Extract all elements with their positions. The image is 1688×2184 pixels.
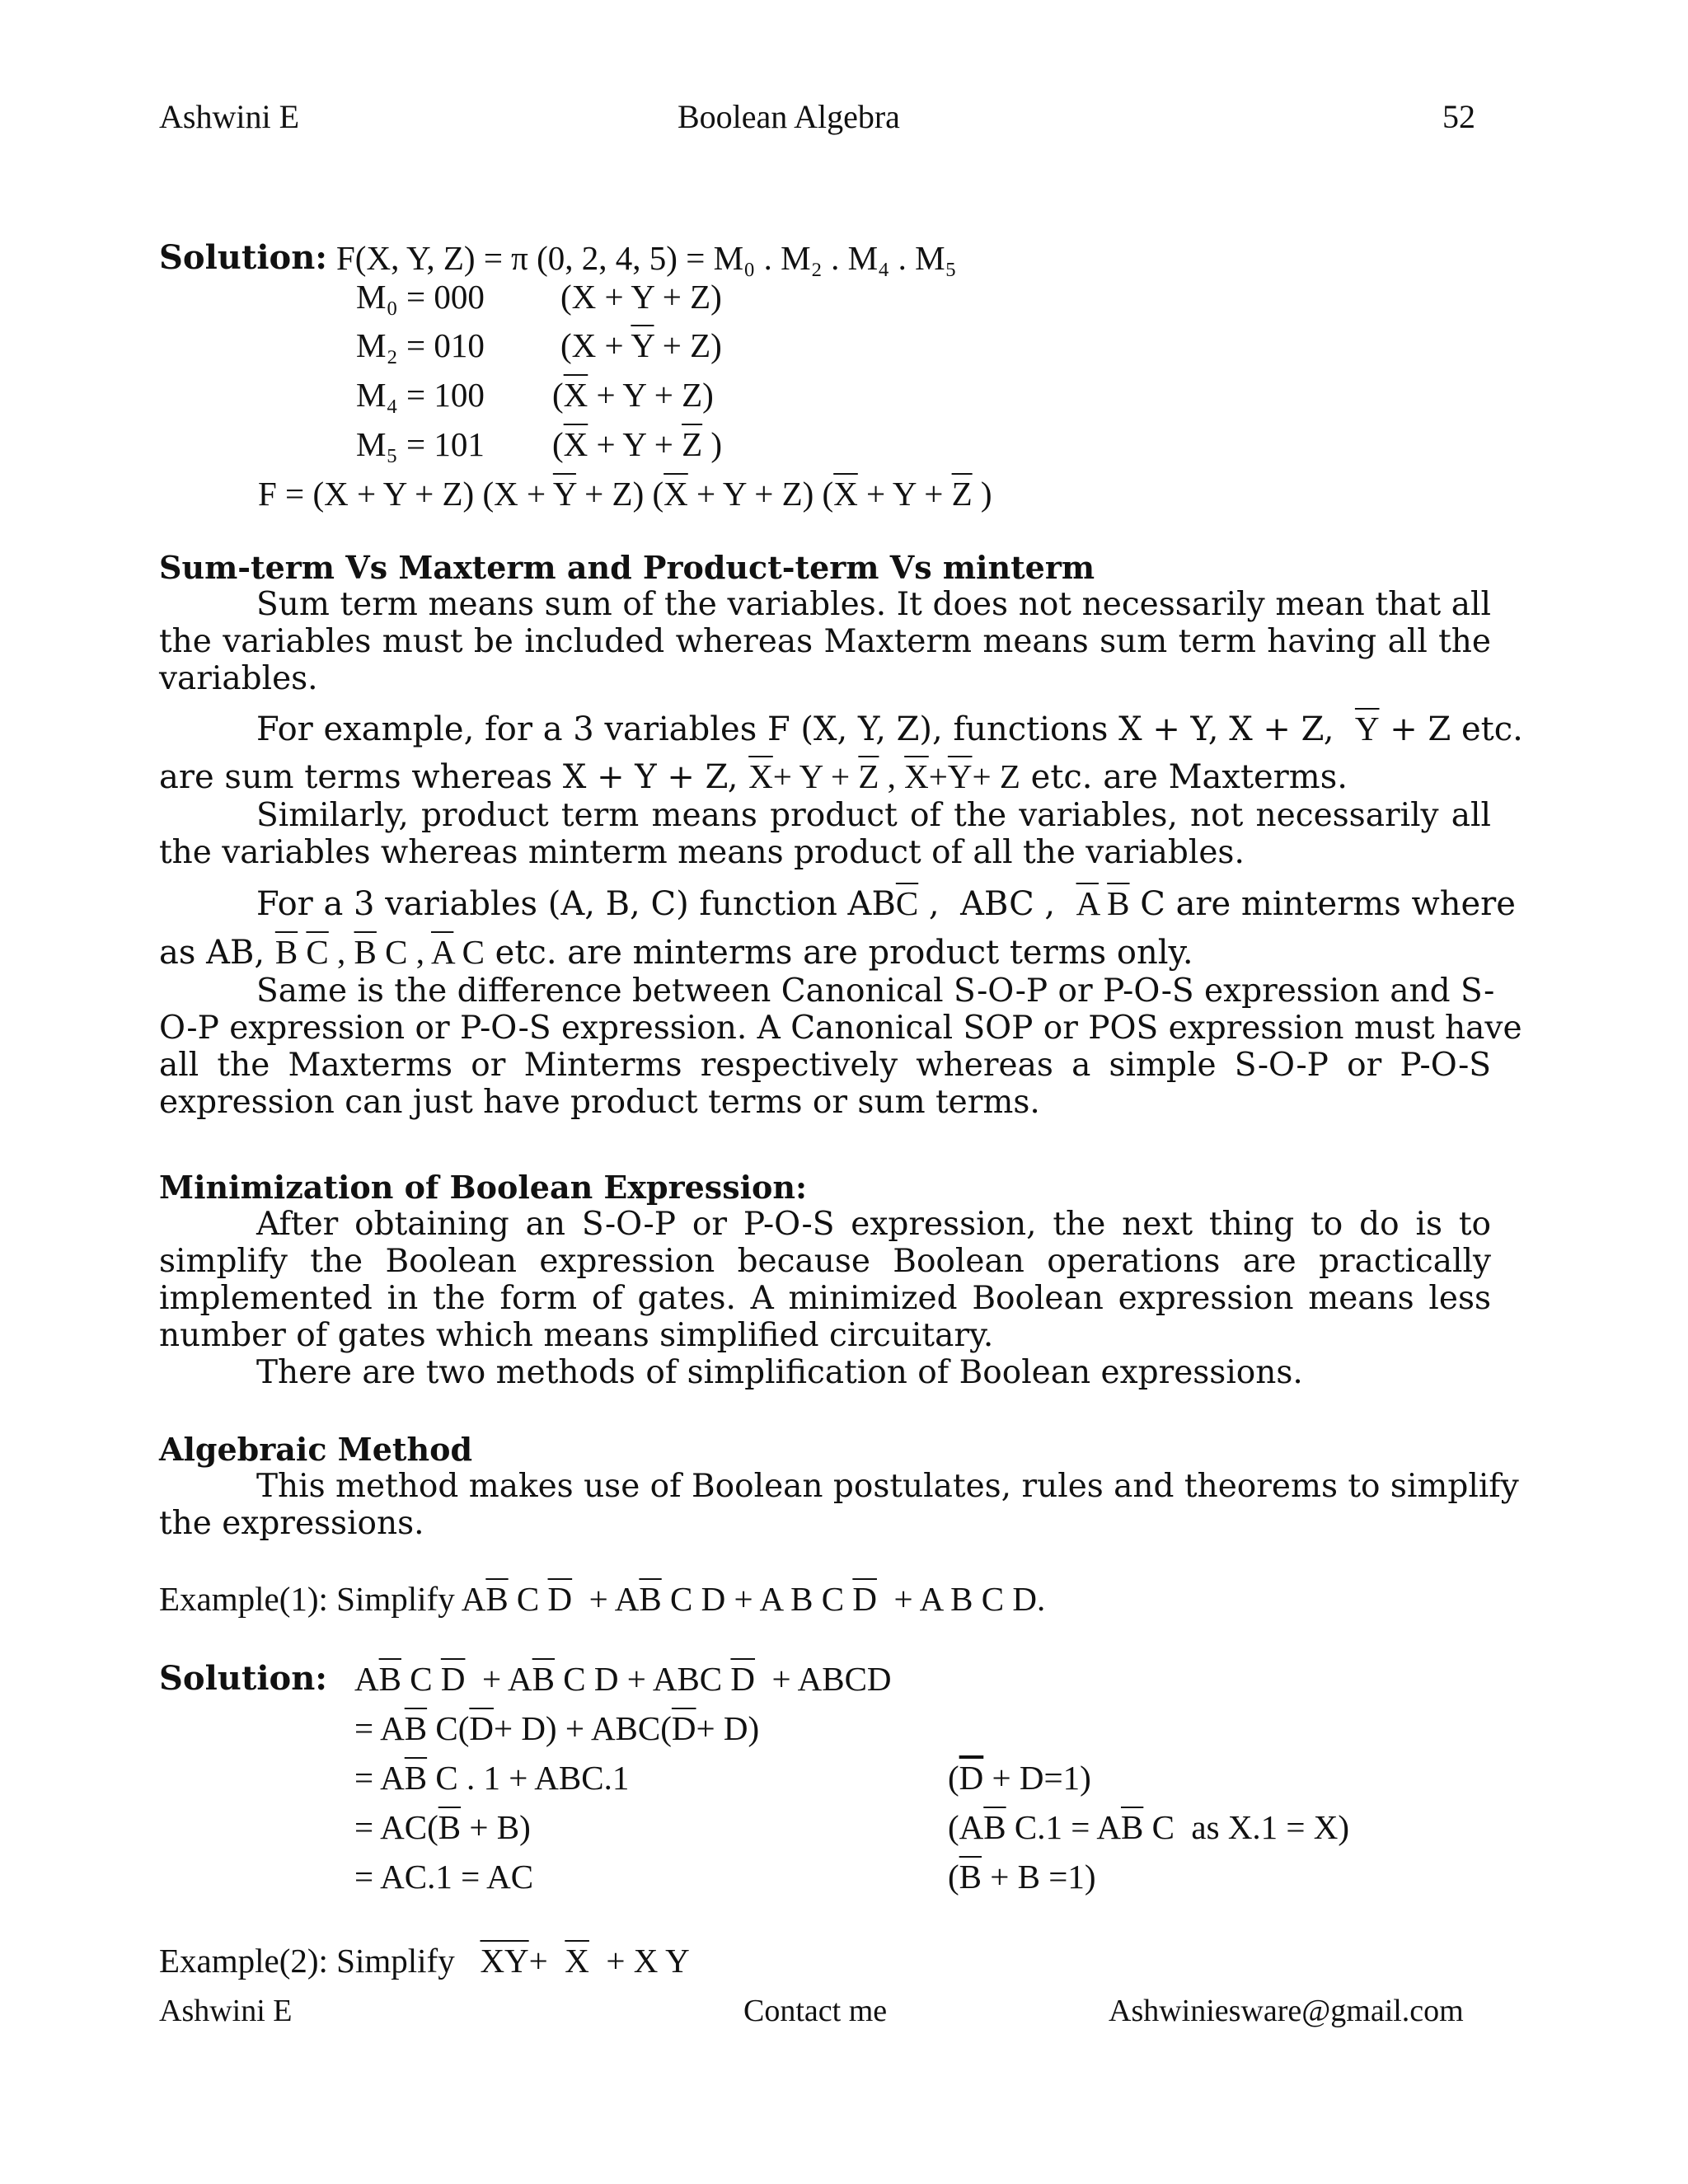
minimization-p1-line2: simplify the Boolean expression because Boolean operations are practically	[159, 1243, 1491, 1280]
example2-statement: Example(2): Simplify $\overline{XY}+ \overline{X} + X$ Y	[159, 1942, 690, 1980]
m0-term: (X + Y + Z)	[560, 278, 722, 316]
header-title: Boolean Algebra	[678, 98, 900, 135]
m2-term: $(X + \overline{Y} + Z)$	[560, 326, 722, 364]
final-prefix: F =	[258, 475, 313, 513]
p4-text-end: etc. are minterms are product terms only.	[495, 934, 1193, 972]
minimization-p1-line3: implemented in the form of gates. A minimized Boolean expression means less	[159, 1280, 1491, 1317]
var-x: X	[571, 278, 597, 316]
note-text: $\overline{D} + D=1$	[959, 1759, 1081, 1797]
minimization-p1-line4: number of gates which means simplified circuitary.	[159, 1317, 994, 1354]
var-y: Y	[622, 376, 646, 414]
var-y: Y	[631, 278, 654, 316]
sumterm-heading: Sum-term Vs Maxterm and Product-term Vs minterm	[159, 549, 1095, 586]
p4-text: For a 3 variables (A, B, C) function AB	[256, 885, 896, 923]
solution-function: F(X, Y, Z) = π (0, 2, 4, 5) = M₀ . M₂ . M₄ . M₅	[336, 239, 957, 277]
minimization-p2: There are two methods of simplification of Boolean expressions.	[256, 1354, 1303, 1391]
m4-term: $(\overline{X} + Y + Z)$	[552, 376, 714, 414]
example-text-end: + Z etc.	[1390, 710, 1523, 748]
footer-contact: Contact me	[743, 1994, 888, 2028]
var-y: Y	[622, 425, 646, 463]
var-z: Z	[690, 278, 711, 316]
algebraic-p1-line2: the expressions.	[159, 1505, 424, 1542]
sumterm-p3-line1: Similarly, product term means product of the variables, not necessarily all	[256, 797, 1491, 834]
page-number: 52	[1442, 98, 1475, 135]
example1-step0: $A\overline{B}$ C $\overline{D} + A\overline{B}$ C D + ABC $\overline{D}$ + ABCD	[354, 1660, 892, 1698]
example1-note2: ($A\overline{B}$ $C.1 = A\overline{B}$ C as X.1 = X)	[948, 1808, 1350, 1846]
var-z: Z	[682, 376, 703, 414]
example1-step4: = AC.1 = AC	[354, 1858, 534, 1896]
sumterm-p5-line4: expression can just have product terms or sum terms.	[159, 1084, 1040, 1121]
sumterm-p5-line3: all the Maxterms or Minterms respectively whereas a simple S-O-P or P-O-S	[159, 1047, 1491, 1084]
example1-prefix: Example(1): Simplify	[159, 1580, 455, 1618]
m5-term: ($\overline{X} + Y + \overline{Z}$ )	[552, 425, 723, 463]
note-text: as X.1 = X	[1191, 1808, 1339, 1846]
sumterm-p3-line2: the variables whereas minterm means product of all the variables.	[159, 834, 1245, 871]
example1-note3: $(\overline{B} + B =1)$	[948, 1858, 1096, 1896]
sumterm-p4-line2: as AB, $\overline{B}$ $\overline{C}$ , $\overline{B}$ C , $\overline{A}$ C etc. are minterms are product terms only.	[159, 933, 1193, 972]
var-x: X	[571, 326, 597, 364]
sumterm-example-line1: For example, for a 3 variables F (X, Y, Z), functions X + Y, X + Z, $\overline{Y} + Z$ etc.	[256, 710, 1523, 748]
example2-prefix: Example(2): Simplify	[159, 1942, 455, 1980]
minimization-p1-line1: After obtaining an S-O-P or P-O-S expression, the next thing to do is to	[256, 1206, 1491, 1243]
example-text: are sum terms whereas X + Y + Z,	[159, 758, 738, 796]
p4-text-end: C are minterms where	[1140, 885, 1516, 923]
var-x-complement: $\overline{X}$	[563, 376, 588, 414]
footer-author: Ashwini E	[159, 1994, 293, 2028]
example-text: For example, for a 3 variables F (X, Y, Z), functions X + Y, X + Z,	[256, 710, 1334, 748]
example1-step2: = $A\overline{B}$ C . 1 + ABC.1	[354, 1759, 630, 1797]
sumterm-p1-line1: Sum term means sum of the variables. It does not necessarily mean that all	[256, 586, 1491, 623]
example1-step3: = $AC(\overline{B} + B)$	[354, 1808, 531, 1846]
var-z-complement: $\overline{Z}$	[682, 425, 703, 463]
var-x-complement: $\overline{X}$	[563, 425, 588, 463]
m5-label: M₅ = 101	[356, 425, 485, 463]
solution-label: Solution:	[159, 238, 328, 277]
example1-note1: $(\overline{D} + D=1)$	[948, 1759, 1091, 1797]
solution-final-expression: F = (X + Y + Z) $(X + \overline{Y} + Z)$ $(\overline{X} + Y + Z) (\overline{X} + Y + \overline{Z}$ )	[258, 475, 992, 513]
sumterm-example-line2: are sum terms whereas X + Y + Z, $\overline{X}+ Y + \overline{Z}$ , $\overline{X}+\overline{Y}+ Z$ etc. are Maxterms.	[159, 757, 1348, 796]
sumterm-p1-line2: the variables must be included whereas Maxterm means sum term having all the	[159, 623, 1491, 660]
example1-statement: Example(1): Simplify $A\overline{B}$ C $\overline{D} + A\overline{B}$ C D + A B C $\overline{D} + A$ B C D.	[159, 1580, 1046, 1618]
p4-text: as AB,	[159, 934, 265, 972]
p4-text: ABC ,	[960, 885, 1056, 923]
var-y-complement: $\overline{Y}$	[631, 326, 654, 364]
sumterm-p5-line1: Same is the difference between Canonical S-O-P or P-O-S expression and S-	[256, 972, 1495, 1010]
sumterm-p5-line2: O-P expression or P-O-S expression. A Canonical SOP or POS expression must have	[159, 1010, 1522, 1047]
m4-label: M₄ = 100	[356, 376, 485, 414]
header-author: Ashwini E	[159, 98, 299, 135]
m0-label: M₀ = 000	[356, 278, 485, 316]
algebraic-p1-line1: This method makes use of Boolean postulates, rules and theorems to simplify	[256, 1468, 1519, 1505]
m2-label: M₂ = 010	[356, 326, 485, 364]
note-text: $\overline{B} + B =1$	[959, 1858, 1085, 1896]
example1-step1: = $A\overline{B}$ $C(\overline{D}+ D) + ABC(\overline{D}+ D)$	[354, 1709, 760, 1747]
minimization-heading: Minimization of Boolean Expression:	[159, 1169, 808, 1206]
algebraic-heading: Algebraic Method	[159, 1431, 473, 1468]
var-z: Z	[690, 326, 711, 364]
sumterm-p1-line3: variables.	[159, 660, 318, 697]
footer-email[interactable]: Ashwiniesware@gmail.com	[1109, 1994, 1464, 2028]
example-text-end: etc. are Maxterms.	[1030, 758, 1348, 796]
example1-solution-label: Solution:	[159, 1659, 328, 1698]
sumterm-p4-line1: For a 3 variables (A, B, C) function $AB\overline{C}$ , ABC , $\overline{A}$ $\overline{B}$ C are minterms where	[256, 884, 1516, 923]
